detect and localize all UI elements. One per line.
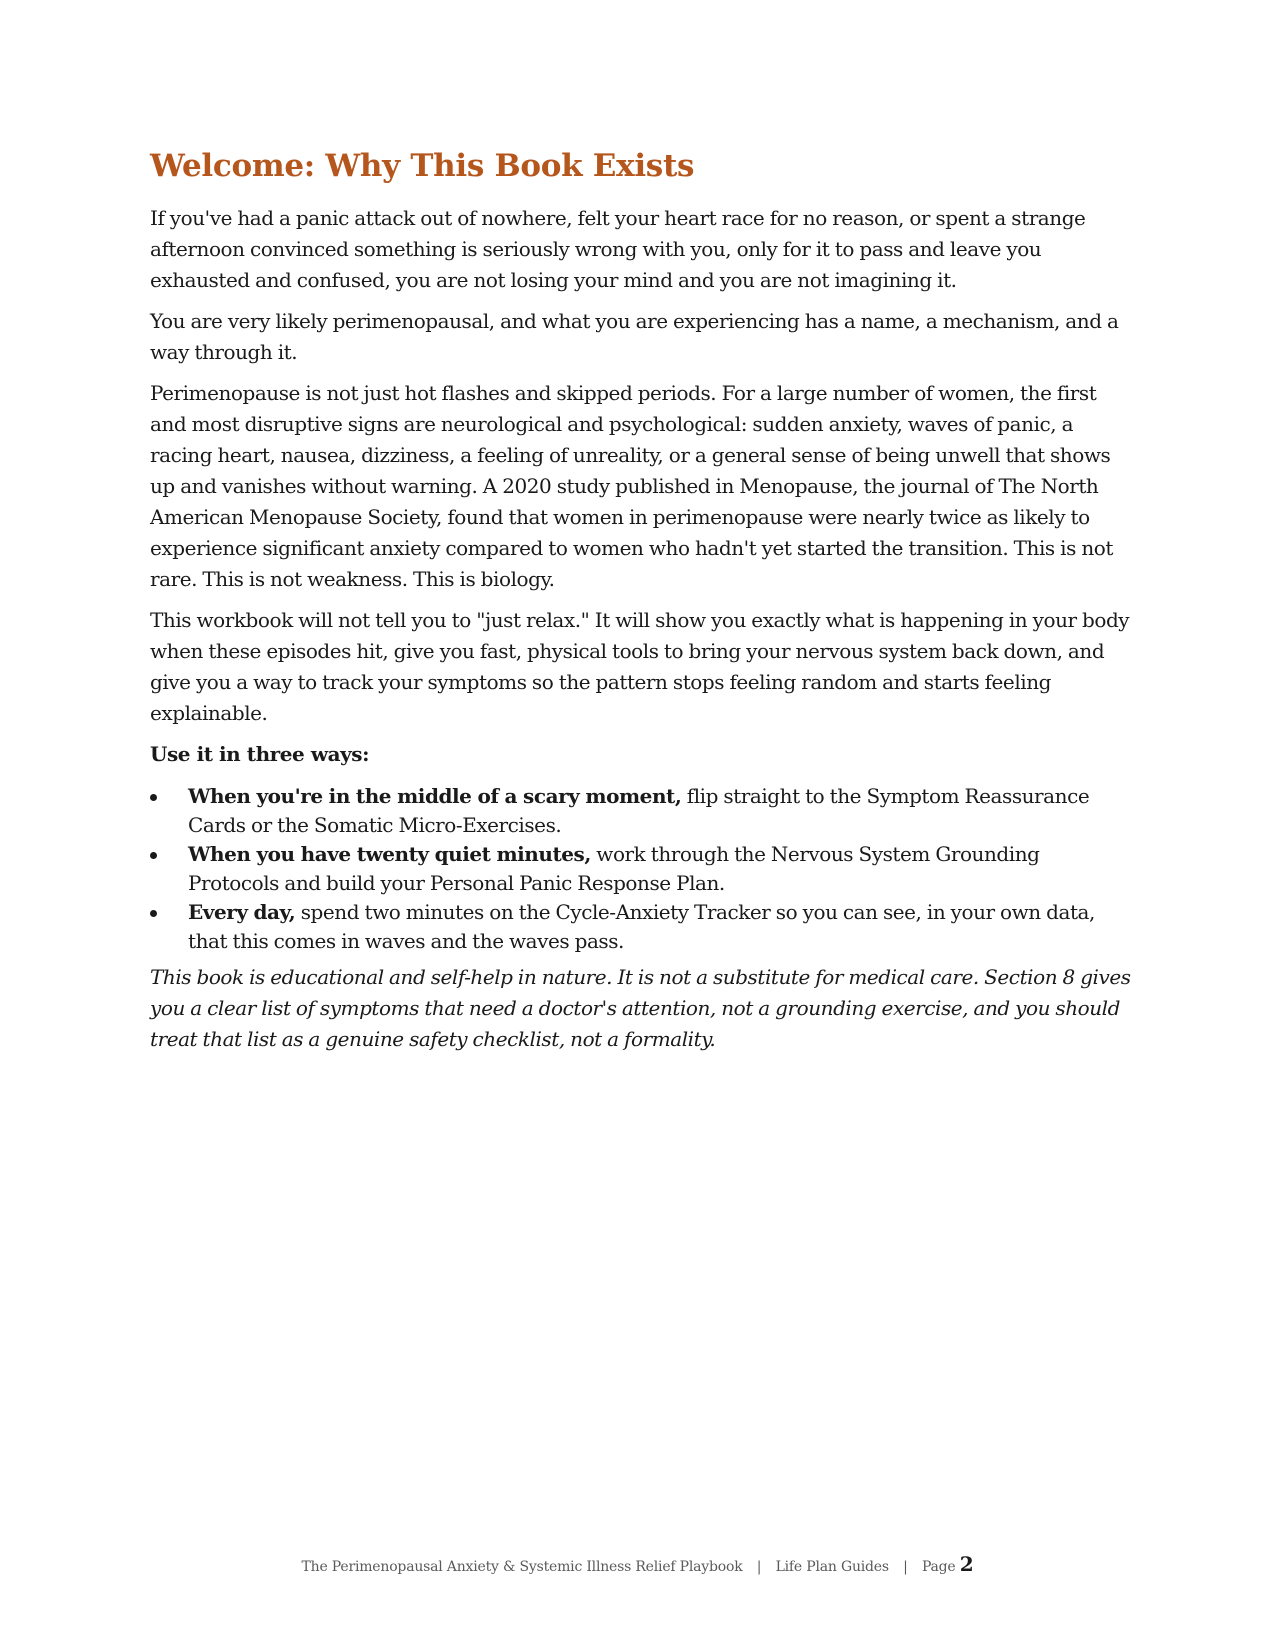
footer-book-title: The Perimenopausal Anxiety & Systemic Illness Relief Playbook [301, 1559, 743, 1575]
perimenopause-paragraph: You are very likely perimenopausal, and what you are experiencing has a name, a mechanism, and a way through it. [150, 309, 1119, 365]
page-content [150, 148, 1135, 1055]
footer-page-label: Page [921, 1559, 956, 1575]
usage-heading: Use it in three ways: [150, 742, 370, 767]
list-item-text: work through the Nervous System Grounding Protocols and build your Personal Panic Response Plan. [188, 842, 1040, 896]
list-item-lead: When you have twenty quiet minutes, [188, 842, 591, 867]
usage-list [150, 782, 1135, 956]
list-item-text: flip straight to the Symptom Reassurance Cards or the Somatic Micro-Exercises. [188, 784, 1090, 838]
footer-separator: | [903, 1559, 908, 1575]
list-item [150, 840, 1135, 898]
list-item [150, 898, 1135, 956]
footer-separator: | [756, 1559, 762, 1575]
disclaimer-paragraph: This book is educational and self-help in nature. It is not a substitute for medical care. Section 8 gives you a clear list of symptoms that need a doctor's attention, not a grounding exercise, and you should treat that list as a genuine safety checklist, not a formality. [150, 965, 1131, 1052]
list-item [150, 782, 1135, 840]
footer-page-number: 2 [959, 1552, 974, 1576]
section-title: Welcome: Why This Book Exists [150, 148, 695, 184]
symptoms-paragraph: Perimenopause is not just hot flashes and skipped periods. For a large number of women, the first and most disruptive signs are neurological and psychological: sudden anxiety, waves of panic, a racing heart, nausea, dizziness, a feeling of unreality, or a general sense of being unwell that shows up and vanishes without warning. A 2020 study published in Menopause, the journal of The North American Menopause Society, found that women in perimenopause were nearly twice as likely to experience significant anxiety compared to women who hadn't yet started the transition. This is not rare. This is not weakness. This is biology. [150, 381, 1113, 592]
bullet-icon [150, 852, 157, 859]
intro-paragraph: If you've had a panic attack out of nowhere, felt your heart race for no reason, or spent a strange afternoon convinced something is seriously wrong with you, only for it to pass and leave you exhausted and confused, you are not losing your mind and you are not imagining it. [150, 206, 1086, 293]
list-item-lead: Every day, [188, 900, 296, 925]
bullet-icon [150, 910, 157, 917]
footer-publisher: Life Plan Guides [775, 1559, 889, 1575]
list-item-lead: When you're in the middle of a scary moment, [188, 784, 682, 809]
page-footer [0, 1552, 1275, 1576]
list-item-text: spend two minutes on the Cycle-Anxiety Tracker so you can see, in your own data, that this comes in waves and the waves pass. [188, 900, 1095, 954]
bullet-icon [150, 794, 157, 801]
workbook-paragraph: This workbook will not tell you to "just relax." It will show you exactly what is happening in your body when these episodes hit, give you fast, physical tools to bring your nervous system back down, and give you a way to track your symptoms so the pattern stops feeling random and starts feeling explainable. [150, 608, 1130, 726]
